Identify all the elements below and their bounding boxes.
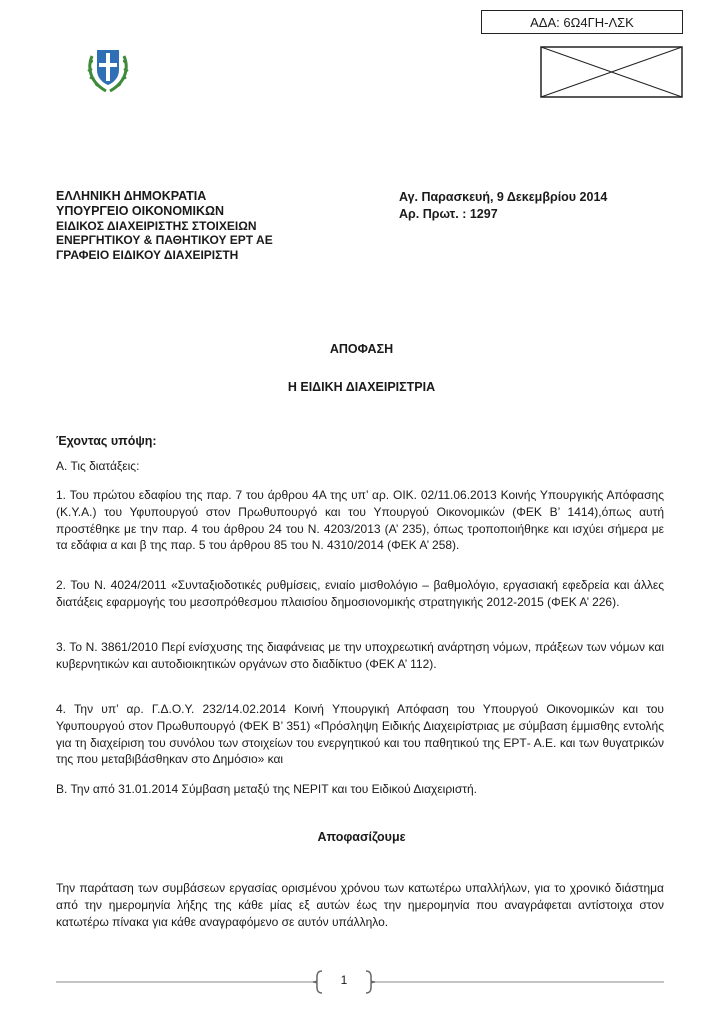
provision-paragraph-3: 3. Το Ν. 3861/2010 Περί ενίσχυσης της διαφάνειας με την υποχρεωτική ανάρτηση νόμων, πράξεων των νόμων και κυβερνητικών και αυτοδιοικητικών οργάνων στο διαδίκτυο (ΦΕΚ Α’ 112). bbox=[56, 640, 664, 671]
document-subtitle: Η ΕΙΔΙΚΗ ΔΙΑΧΕΙΡΙΣΤΡΙΑ bbox=[287, 380, 436, 394]
greek-coat-of-arms-icon bbox=[86, 44, 130, 94]
date-protocol-block bbox=[399, 189, 659, 222]
issuer-line-5: ΓΡΑΦΕΙΟ ΕΙΔΙΚΟΥ ΔΙΑΧΕΙΡΙΣΤΗ bbox=[56, 247, 239, 262]
page-number: 1 bbox=[340, 973, 348, 987]
crossed-box-icon bbox=[540, 46, 683, 98]
decision-paragraph: Την παράταση των συμβάσεων εργασίας ορισμένου χρόνου των κατωτέρω υπαλλήλων, για το χρονικό διάστημα από την ημερομηνία λήξης της κάθε μίας εξ αυτών έως την ημερομηνία που αναγράφεται αντίστοιχα στον κατωτέρω πίνακα για κάθε αναγραφόμενο σε αυτόν υπάλληλο. bbox=[56, 881, 664, 929]
having-regard-heading: Έχοντας υπόψη: bbox=[56, 434, 157, 448]
issuer-line-1: ΕΛΛΗΝΙΚΗ ΔΗΜΟΚΡΑΤΙΑ bbox=[56, 189, 207, 203]
issuer-line-4: ΕΝΕΡΓΗΤΙΚΟΥ & ΠΑΘΗΤΙΚΟΥ ΕΡΤ ΑΕ bbox=[56, 233, 273, 248]
section-a-heading: Α. Τις διατάξεις: bbox=[56, 459, 140, 473]
provision-paragraph-2: 2. Του Ν. 4024/2011 «Συνταξιοδοτικές ρυθμίσεις, ενιαίο μισθολόγιο – βαθμολόγιο, εργασιακή εφεδρεία και άλλες διατάξεις εφαρμογής του μεσοπρόθεσμου πλαισίου δημοσιονομικής στρατηγικής 2012-2015 (ΦΕΚ Α’ 226). bbox=[56, 578, 664, 609]
ada-code: ΑΔΑ: 6Ω4ΓΗ-ΛΣΚ bbox=[530, 15, 634, 30]
decision-heading: Αποφασίζουμε bbox=[317, 830, 406, 844]
issuer-line-2: ΥΠΟΥΡΓΕΙΟ ΟΙΚΟΝΟΜΙΚΩΝ bbox=[56, 204, 225, 218]
issuer-block bbox=[56, 189, 386, 262]
issuer-line-3: ΕΙΔΙΚΟΣ ΔΙΑΧΕΙΡΙΣΤΗΣ ΣΤΟΙΧΕΙΩΝ bbox=[56, 219, 257, 233]
provision-paragraph-b: Β. Την από 31.01.2014 Σύμβαση μεταξύ της ΝΕΡΙΤ και του Ειδικού Διαχειριστή. bbox=[56, 782, 477, 796]
footer-divider bbox=[0, 968, 723, 996]
document-title: ΑΠΟΦΑΣΗ bbox=[329, 342, 394, 356]
ada-code-box bbox=[481, 10, 683, 34]
protocol-number: Αρ. Πρωτ. : 1297 bbox=[399, 206, 498, 221]
provision-paragraph-1: 1. Του πρώτου εδαφίου της παρ. 7 του άρθρου 4Α της υπ’ αρ. ΟΙΚ. 02/11.06.2013 Κοινής Υπουργικής Απόφασης (Κ.Υ.Α.) του Υφυπουργού στον Πρωθυπουργό και του Υπουργού Οικονομικών (ΦΕΚ Β’ 1414),όπως αυτή προστέθηκε με την παρ. 4 του άρθρου 24 του Ν. 4203/2013 (Α’ 235), όπως τροποποιήθηκε και ισχύει σήμερα με τα εδάφια α και β της παρ. 5 του άρθρου 85 του Ν. 4310/2014 (ΦΕΚ Α’ 258). bbox=[56, 488, 664, 553]
provision-paragraph-4: 4. Την υπ’ αρ. Γ.Δ.Ο.Υ. 232/14.02.2014 Κοινή Υπουργική Απόφαση του Υπουργού Οικονομικών και του Υφυπουργού στον Πρωθυπουργό (ΦΕΚ Β’ 351) «Πρόσληψη Ειδικής Διαχειρίστριας με σύμβαση έμμισθης εντολής για τη διαχείριση του συνόλου των στοιχείων του ενεργητικού και του παθητικού της ΕΡΤ- Α.Ε. και των θυγατρικών της που μεταβιβάσθηκαν στο Δημόσιο» και bbox=[56, 702, 664, 767]
document-date: Αγ. Παρασκευή, 9 Δεκεμβρίου 2014 bbox=[399, 190, 608, 204]
